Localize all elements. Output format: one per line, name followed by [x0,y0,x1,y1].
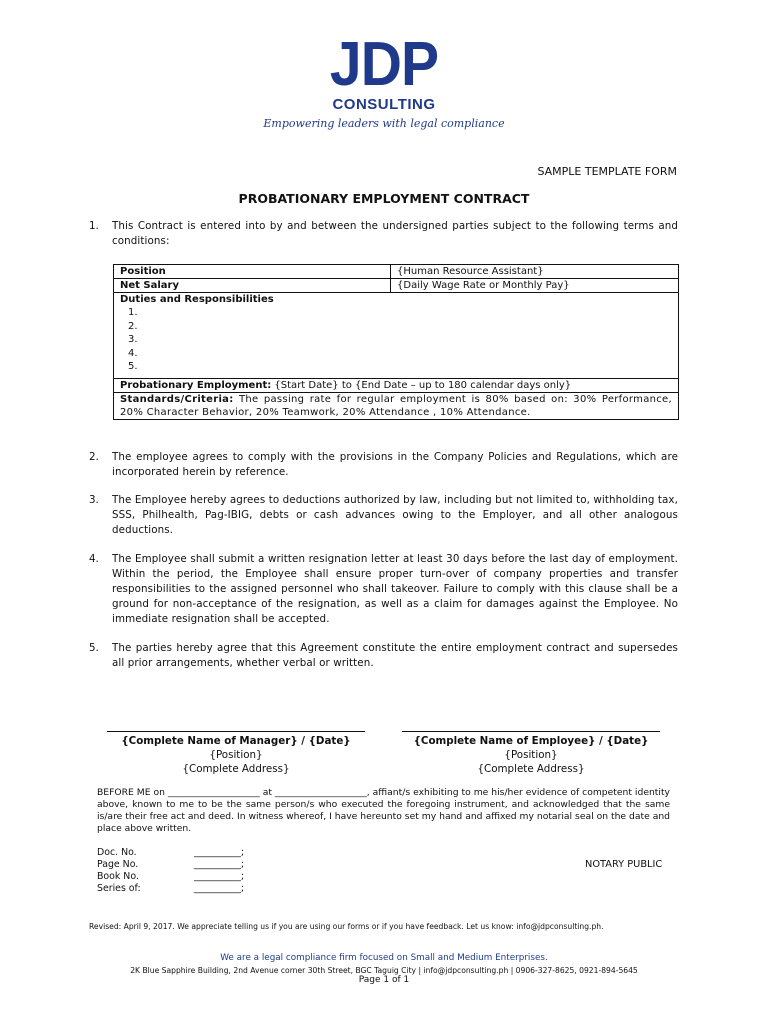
duty-item: 4. [128,347,138,359]
manager-name: {Complete Name of Manager} / {Date} [121,735,351,747]
employee-name: {Complete Name of Employee} / {Date} [413,735,649,747]
employee-position: {Position} [504,749,558,761]
footer-address: 2K Blue Sapphire Building, 2nd Avenue corner 30th Street, BGC Taguig City | info@jdpconsulting.ph | 0906-327-8625, 0921-894-5645 [130,966,638,975]
clause-number: 3. [89,494,99,506]
probation-label: Probationary Employment: [120,379,272,391]
table-row-standards [114,392,679,419]
employee-signature-line [402,731,660,732]
doc-no-row [97,847,257,859]
probation-value: {Start Date} to {End Date – up to 180 calendar days only} [271,379,572,391]
position-label: Position [114,265,391,279]
field-label: Page No. [97,859,139,870]
clause-text: The employee agrees to comply with the provisions in the Company Policies and Regulations, which are incorporated herein by reference. [112,451,678,478]
terms-table [113,264,679,420]
sample-template-label: SAMPLE TEMPLATE FORM [537,165,677,178]
clause-text: The Employee hereby agrees to deductions authorized by law, including but not limited to, withholding tax, SSS, Philhealth, Pag-IBIG, debts or cash advances owing to the Employer, and all other analogous deductions. [112,494,678,536]
table-row-position [114,265,679,279]
page-no-row [97,859,257,871]
standards-value: The passing rate for regular employment is 80% based on: 30% Performance, 20% Character Behavior, 20% Teamwork, 20% Attendance , 10% Attendance. [120,393,672,418]
field-blank: __________; [194,847,245,858]
page-number: Page 1 of 1 [358,975,410,985]
duties-cell [114,293,679,379]
clause-number: 5. [89,642,99,654]
notary-public-label: NOTARY PUBLIC [585,859,663,870]
footer-tagline: We are a legal compliance firm focused on Small and Medium Enterprises. [220,953,548,963]
employee-signature-block [381,734,681,776]
duty-item: 1. [128,307,138,318]
notarial-acknowledgment: BEFORE ME on ____________________ at ____________________, affiant/s exhibiting to me his/her evidence of competent identity above, known to me to be the same person/s who executed the foregoing instrument, and acknowledged that the same is/are their free act and deed. In witness whereof, I have hereunto set my hand and affixed my notarial seal on the date and place above written. [97,787,670,834]
field-blank: __________; [194,871,245,882]
table-row-salary [114,279,679,293]
duty-item: 2. [128,320,138,332]
manager-position: {Position} [209,749,263,761]
clause-text: This Contract is entered into by and between the undersigned parties subject to the following terms and conditions: [112,220,678,247]
field-label: Book No. [97,871,139,882]
salary-value: {Daily Wage Rate or Monthly Pay} [391,279,679,293]
manager-address: {Complete Address} [182,763,290,775]
table-row-duties [114,293,679,379]
manager-signature-line [107,731,365,732]
clause-text: The Employee shall submit a written resignation letter at least 30 days before the last day of employment. Within the period, the Employee shall ensure proper turn-over of company properties and transfer responsibilities to the assigned personnel who shall takeover. Failure to comply with this clause shall be a ground for non-acceptance of the resignation, as well as a claim for damages against the Employee. No immediate resignation shall be accepted. [112,553,678,625]
notary-fields [97,847,257,895]
clause-text: The parties hereby agree that this Agreement constitute the entire employment contract and supersedes all prior arrangements, whether verbal or written. [112,642,678,669]
clause-1 [89,219,678,249]
manager-signature-block [86,734,386,776]
clause-number: 1. [89,220,99,232]
book-no-row [97,871,257,883]
position-value: {Human Resource Assistant} [391,265,679,279]
field-label: Series of: [97,883,141,894]
logo-consulting: CONSULTING [332,96,436,113]
clause-5 [89,641,678,671]
revision-note: Revised: April 9, 2017. We appreciate telling us if you are using our forms or if you have feedback. Let us know: info@jdpconsulting.ph. [89,922,604,931]
field-label: Doc. No. [97,847,137,858]
clause-number: 2. [89,451,99,463]
contract-title: PROBATIONARY EMPLOYMENT CONTRACT [238,191,530,206]
clause-3 [89,493,678,538]
table-row-probation [114,378,679,392]
logo-tagline: Empowering leaders with legal compliance [263,117,505,130]
duties-label: Duties and Responsibilities [120,294,274,305]
standards-label: Standards/Criteria: [120,393,234,405]
employee-address: {Complete Address} [477,763,585,775]
duty-item: 3. [128,334,138,345]
duty-item: 5. [128,361,138,372]
field-blank: __________; [194,883,245,894]
salary-label: Net Salary [114,279,391,293]
field-blank: __________; [194,859,245,870]
clause-number: 4. [89,553,99,565]
clause-2 [89,450,678,480]
series-row [97,883,257,895]
duties-list [120,306,672,378]
logo-jdp: JDP [329,30,439,99]
probation-cell [114,378,679,392]
clause-4 [89,552,678,627]
standards-cell [114,392,679,419]
